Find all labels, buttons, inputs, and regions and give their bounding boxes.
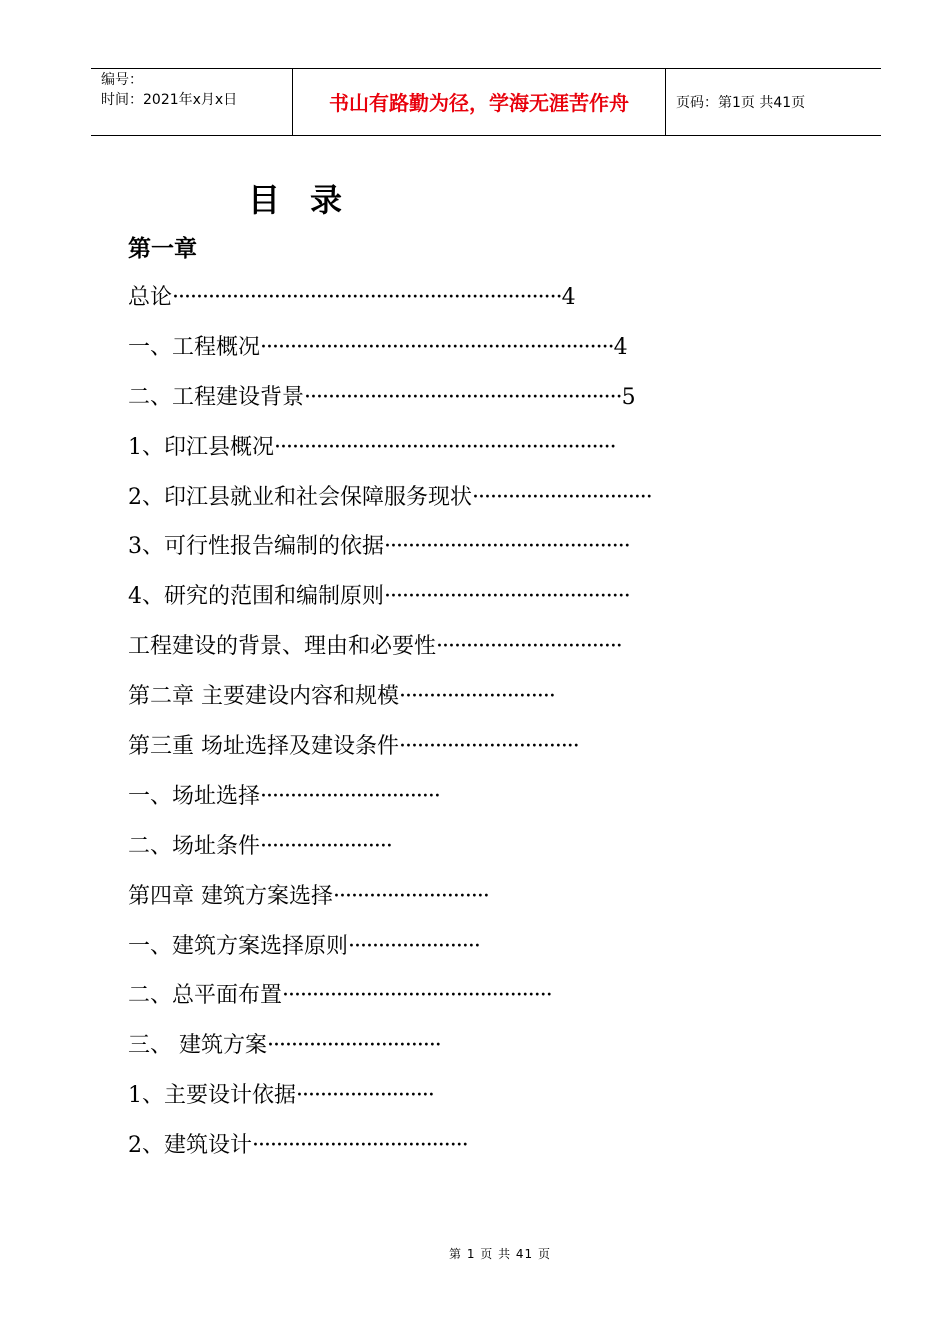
toc-entry[interactable]: [128, 1031, 788, 1081]
toc-entry-leader: ·············································: [282, 983, 552, 1009]
toc-entry[interactable]: [128, 632, 788, 682]
toc-entry-label: 一、工程概况: [128, 334, 261, 360]
toc-entry-label: 一、建筑方案选择原则: [128, 933, 349, 959]
header-motto: 书山有路勤为径，学海无涯苦作舟: [329, 91, 629, 115]
toc-entry-label: 2、建筑设计: [128, 1133, 252, 1159]
toc-entry[interactable]: [128, 582, 788, 632]
toc-entry[interactable]: [128, 832, 788, 882]
toc-entry-label: 二、工程建设背景: [128, 384, 305, 410]
toc-entry[interactable]: [128, 433, 788, 483]
toc-entry-label: 1、印江县概况: [128, 434, 274, 460]
toc-entry[interactable]: [128, 532, 788, 582]
header-motto-cell: [293, 69, 666, 135]
page-footer: 第 1 页 共 41 页: [449, 1247, 551, 1261]
toc-entry-leader: ·········································: [384, 534, 630, 560]
toc-entry-leader: ·································································: [172, 285, 562, 310]
toc-entry-leader: ·························································: [274, 434, 616, 460]
toc-entry-label: 1、主要设计依据: [128, 1083, 296, 1109]
header-page-info: 页码：第1页 共41页: [676, 95, 806, 111]
toc-entry-label: 三、 建筑方案: [128, 1033, 267, 1059]
toc-entry[interactable]: [128, 981, 788, 1031]
page-header: [91, 68, 881, 136]
toc-entry-leader: ······················: [348, 933, 480, 959]
toc-entry[interactable]: [128, 882, 788, 932]
toc-entry-leader: ···························································: [260, 334, 614, 360]
toc-entry-label: 工程建设的背景、理由和必要性: [128, 634, 437, 660]
toc-entry-label: 3、可行性报告编制的依据: [128, 534, 384, 560]
toc-entry-label: 二、总平面布置: [128, 983, 283, 1009]
toc-entry-leader: ·······················: [296, 1083, 434, 1109]
document-time-label: 时间：2021年x月x日: [101, 92, 238, 108]
toc-entry-leader: ·····························: [267, 1033, 441, 1059]
toc-entry-label: 一、场址选择: [128, 783, 261, 809]
document-number-label: 编号：: [101, 72, 143, 88]
header-meta-cell: [91, 69, 293, 135]
toc-entry[interactable]: [128, 1081, 788, 1131]
toc-entry-leader: ······························: [472, 484, 652, 510]
toc-entry-label: 二、场址条件: [128, 833, 261, 859]
toc-entry[interactable]: [128, 932, 788, 982]
toc-entry[interactable]: [128, 333, 788, 383]
toc-entry[interactable]: [128, 732, 788, 782]
toc-entry-page-number: 4: [613, 334, 628, 360]
toc-entry-leader: ··························: [399, 684, 555, 710]
toc-entry[interactable]: [128, 782, 788, 832]
toc-entry-leader: ······························: [260, 783, 440, 809]
header-page-cell: [666, 69, 881, 135]
toc-entry-label: 2、印江县就业和社会保障服务现状: [128, 484, 472, 510]
toc-entry-page-number: 4: [561, 285, 576, 310]
toc-entry[interactable]: [128, 1131, 788, 1181]
toc-entry[interactable]: [128, 383, 788, 433]
toc-entry-label: 总论: [128, 285, 173, 310]
toc-entry-label: 4、研究的范围和编制原则: [128, 584, 384, 610]
toc-entry-label: 第三重 场址选择及建设条件: [128, 734, 399, 760]
toc-entry-leader: ·······························: [436, 634, 622, 660]
toc-entry-page-number: 5: [621, 384, 636, 410]
toc-entry-label: 第四章 建筑方案选择: [128, 883, 333, 909]
toc-entry[interactable]: [128, 682, 788, 732]
toc-entry-leader: ·········································: [384, 584, 630, 610]
toc-entry-leader: ····································: [252, 1133, 468, 1159]
toc-entry[interactable]: [128, 483, 788, 533]
toc-entry-leader: ······························: [399, 734, 579, 760]
table-of-contents: [128, 283, 788, 1181]
chapter-heading: 第一章: [128, 235, 197, 262]
toc-entry-label: 第二章 主要建设内容和规模: [128, 684, 399, 710]
toc-entry-leader: ······················: [260, 833, 392, 859]
toc-entry-leader: ·····················································: [304, 384, 622, 410]
toc-entry[interactable]: [128, 283, 788, 333]
toc-title: 目录: [248, 181, 373, 219]
toc-entry-leader: ··························: [333, 883, 489, 909]
